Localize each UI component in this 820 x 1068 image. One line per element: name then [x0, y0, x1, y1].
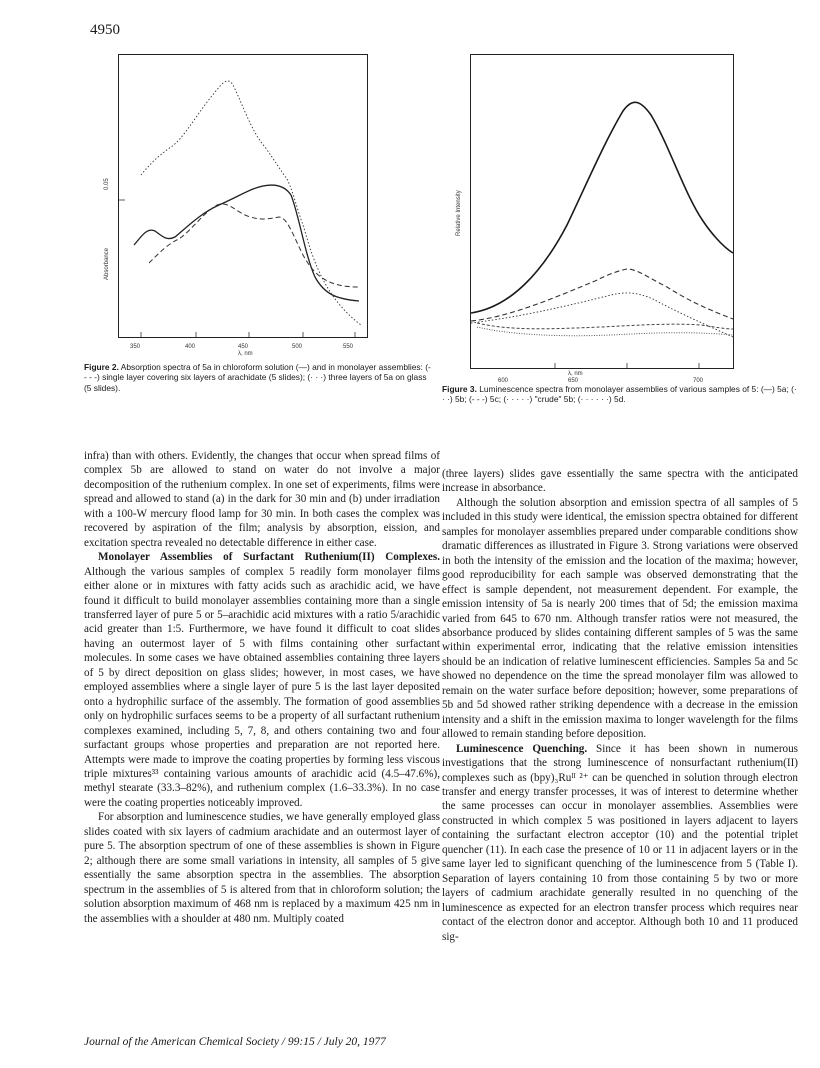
paragraph: [84, 449, 440, 550]
curve-single-layer: [149, 204, 359, 287]
fig3-xunit: λ, nm: [568, 371, 583, 377]
fig3-xtick: 650: [568, 378, 579, 384]
paragraph: [442, 496, 798, 742]
fig3-ylabel: Relative Intensity: [456, 190, 462, 236]
figure-3-plot: [470, 54, 734, 369]
fig2-xunit: λ, nm: [238, 351, 253, 357]
fig3-xtick: 700: [693, 378, 704, 384]
paragraph-text: Since it has been shown in numerous investigations that the strong luminescence of nonsurfactant ruthenium(II) complexes such as (bpy)₃Ruᴵᴵ ²⁺ can be quenched in solution through electron transfer and energy transfer processes, it was of interest to determine whether the same processes can occur in monolayer assemblies. Assemblies were constructed in which complex 5 was positioned in layers adjacent to layers containing the surfactant electron acceptor (10) and the potential triplet quencher (11). In each case the presence of 10 or 11 in adjacent layers or in the same layer led to significant quenching of the luminescence from 5 (Table I). Separation of layers containing 10 from those containing 5 by two or more layers of cadmium arachidate generally resulted in no quenching of the luminescence as expected for an electron transfer process which requires near contact of the electron donor and acceptor. Although both 10 and 11 produced sig-: [442, 742, 799, 943]
fig2-xtick: 450: [238, 344, 249, 350]
fig2-xtick: 500: [292, 344, 303, 350]
right-column: [442, 467, 798, 944]
page-number: 4950: [90, 22, 120, 38]
curve-5c: [471, 269, 733, 321]
paragraph: [442, 467, 798, 496]
fig2-ytick: 0.05: [104, 178, 110, 190]
paragraph-text: (three layers) slides gave essentially the same spectra with the anticipated increase in absorbance.: [442, 468, 798, 495]
fig2-xtick: 550: [343, 344, 354, 350]
fig2-ylabel: Absorbance: [104, 247, 110, 280]
journal-footer: Journal of the American Chemical Society / 99:15 / July 20, 1977: [84, 1036, 386, 1048]
figure-2-svg: [119, 55, 367, 337]
figure-2-caption: [84, 362, 434, 393]
figure-3-svg: [471, 55, 733, 368]
figure-2-plot: [118, 54, 368, 338]
paragraph: [84, 550, 440, 810]
section-heading: Monolayer Assemblies of Surfactant Ruthenium(II) Complexes.: [98, 551, 440, 564]
figure-2-caption-label: Figure 2.: [84, 362, 119, 372]
figure-3-caption: [442, 384, 798, 405]
curve-solution: [134, 185, 359, 301]
section-heading: Luminescence Quenching.: [456, 742, 588, 755]
fig2-xtick: 400: [185, 344, 196, 350]
paragraph-text: Although the solution absorption and emission spectra of all samples of 5 included in this study were identical, the emission spectra obtained for different samples for monolayer assemblies prepared under comparable conditions show dramatic differences as illustrated in Figure 3. Strong variations were observed in both the intensity of the emission and the location of the maxima; however, good reproducibility for each sample was observed demonstrating that the effect is sample dependent, not measurement dependent. For example, the emission intensity of 5a is nearly 200 times that of 5d; the emission maxima varied from 645 to 670 nm. Although transfer ratios were not measured, the absorbance produced by slides containing different samples of 5 was the same within experimental error, indicating that the relative emission intensities should be an indication of relative luminescent efficiencies. Samples 5a and 5c showed no dependence on the time the spread monolayer film was allowed to remain on the water surface before deposition; however, some preparations of 5b and 5d showed rather striking dependence with a decrease in the emission intensity and a shift in the emission maxima to longer wavelength for the films allowed to remain standing before deposition.: [442, 496, 798, 741]
curve-three-layers: [141, 81, 361, 325]
curve-5d: [477, 327, 733, 336]
figure-3-caption-text: Luminescence spectra from monolayer assemblies of various samples of 5: (—) 5a; (· · ·) 5b; (- - -) 5c; (· · · · ·) "crude" 5b; (· · · · · ·) 5d.: [442, 384, 797, 405]
curve-5a: [471, 102, 733, 313]
paragraph-text: For absorption and luminescence studies, we have generally employed glass slides coated with six layers of cadmium arachidate and an outermost layer of pure 5. The absorption spectrum of one of these assemblies is shown in Figure 2; although there are some small variations in intensity, all samples of 5 give essentially the same absorption spectra in the assemblies. The absorption spectrum in the assemblies of 5 is altered from that in chloroform solution; the solution absorption maximum of 468 nm is replaced by a maximum 425 nm in the assemblies with a shoulder at 480 nm. Multiply coated: [84, 811, 440, 925]
paragraph: [84, 810, 440, 926]
curve-crude-5b: [477, 323, 733, 329]
fig2-xtick: 350: [130, 344, 141, 350]
paragraph-text: Although the various samples of complex 5 readily form monolayer films either alone or in mixtures with fatty acids such as arachidic acid, we have found it difficult to build monolayer assemblies containing more than a single transferred layer of pure 5 or 5–arachidic acid mixtures with a ratio 5/arachidic acid greater than 1:5. Furthermore, we have found it difficult to coat slides having an outermost layer of 5 with films containing other surfactant molecules. In some cases we have obtained assemblies containing three layers of 5 by direct deposition on glass slides; however, in most cases, we have employed assemblies where a single layer of pure 5 is the last layer deposited onto a hydrophilic surface of the assembly. The formation of good assemblies only on hydrophilic surfaces seems to be a property of all surfactant ruthenium complexes examined, including 5, 7, 8, and others containing two and four surfactant groups whose properties and preparation are not reported here. Attempts were made to improve the coating properties by forming less viscous triple mixtures³³ containing various amounts of arachidic acid (4.5–47.6%), methyl stearate (33.3–82%), and ruthenium complex (1.6–33.3%). In no case were the coating properties noticeably improved.: [84, 565, 440, 809]
curve-5b: [471, 293, 733, 337]
left-column: [84, 449, 440, 926]
figure-2-caption-text: Absorption spectra of 5a in chloroform solution (—) and in monolayer assemblies: (- - - -) single layer covering six layers of arachidate (5 slides); (· · ·) three layers of 5a on glass (5 slides).: [84, 362, 431, 393]
figure-3-caption-label: Figure 3.: [442, 384, 477, 394]
fig3-xtick: 600: [498, 378, 509, 384]
paragraph: [442, 742, 798, 944]
paragraph-text: infra) than with others. Evidently, the changes that occur when spread films of complex 5b are allowed to stand on water do not involve a major decomposition of the ruthenium complex. In one set of experiments, films were spread and allowed to stand (a) in the dark for 30 min and (b) under irradiation with a 100-W mercury flood lamp for 30 min. In both cases the complex was recovered by aspiration of the film; analysis by absorption, eission, and excitation spectra revealed no detectable difference in either case.: [84, 450, 440, 549]
